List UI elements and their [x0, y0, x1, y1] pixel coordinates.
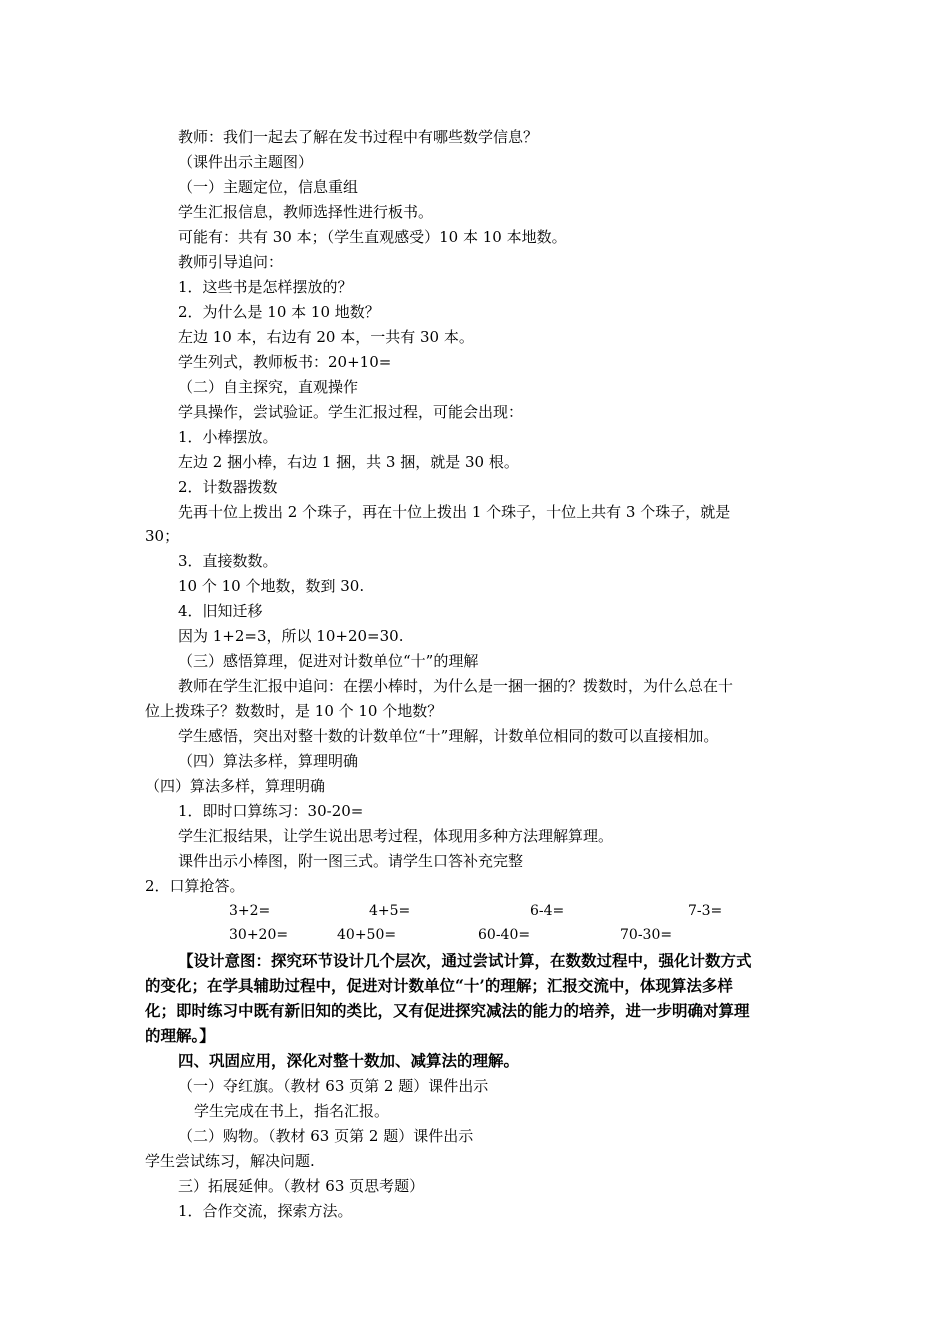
text-line: 因为 1+2=3，所以 10+20=30.: [178, 627, 404, 645]
subheading: （一）主题定位，信息重组: [178, 178, 359, 196]
text-line: 教师引导追问：: [178, 253, 284, 271]
design-intent-line: 化；即时练习中既有新旧知的类比，又有促进探究减法的能力的培养，进一步明确对算理: [145, 1001, 750, 1020]
subheading: （二）自主探究，直观操作: [178, 378, 359, 396]
text-line: 左边 2 捆小棒，右边 1 捆，共 3 捆，就是 30 根。: [178, 453, 519, 471]
calc-item: 30+20=: [229, 927, 289, 943]
list-item: 2．为什么是 10 本 10 地数？: [178, 303, 380, 321]
list-item: 1．这些书是怎样摆放的？: [178, 278, 353, 296]
list-item: 4．旧知迁移: [178, 602, 263, 620]
text-line: 先再十位上拨出 2 个珠子，再在十位上拨出 1 个珠子，十位上共有 3 个珠子，就是: [178, 503, 731, 521]
list-item: 2．计数器拨数: [178, 478, 278, 496]
list-item: 1．合作交流，探索方法。: [178, 1202, 353, 1220]
text-line: 课件出示小棒图，附一图三式。请学生口答补充完整: [178, 852, 524, 870]
text-line: 学具操作，尝试验证。学生汇报过程，可能会出现：: [178, 403, 524, 421]
text-line: 位上拨珠子？数数时，是 10 个 10 个地数？: [145, 702, 443, 720]
calc-item: 7-3=: [688, 903, 723, 919]
list-item: 1．小棒摆放。: [178, 428, 278, 446]
text-line: 学生汇报信息，教师选择性进行板书。: [178, 203, 434, 221]
calc-item: 40+50=: [337, 927, 397, 943]
text-line: 10 个 10 个地数，数到 30.: [178, 577, 365, 595]
calc-item: 4+5=: [369, 903, 411, 919]
list-item: 1．即时口算练习：30-20=: [178, 802, 364, 820]
text-line: 学生汇报结果，让学生说出思考过程，体现用多种方法理解算理。: [178, 827, 614, 845]
text-line: 教师在学生汇报中追问：在摆小棒时，为什么是一捆一捆的？拨数时，为什么总在十: [178, 677, 734, 695]
text-line: 学生感悟，突出对整十数的计数单位“十”理解，计数单位相同的数可以直接相加。: [178, 727, 719, 745]
subheading: （四）算法多样，算理明确: [178, 752, 359, 770]
text-line: 学生尝试练习，解决问题.: [145, 1152, 315, 1170]
section-heading: 四、巩固应用，深化对整十数加、减算法的理解。: [178, 1051, 520, 1070]
text-line: （课件出示主题图）: [178, 153, 314, 171]
list-item: 2．口算抢答。: [145, 877, 245, 895]
subheading: （四）算法多样，算理明确: [145, 777, 326, 795]
text-line: 教师：我们一起去了解在发书过程中有哪些数学信息？: [178, 128, 539, 146]
calc-item: 3+2=: [229, 903, 271, 919]
design-intent-line: 的理解。】: [145, 1026, 215, 1045]
design-intent-line: 的变化；在学具辅助过程中，促进对计数单位“十’的理解；汇报交流中，体现算法多样: [145, 976, 733, 995]
subheading: 三）拓展延伸。（教材 63 页思考题）: [178, 1177, 425, 1195]
calc-item: 60-40=: [478, 927, 531, 943]
calc-item: 70-30=: [620, 927, 673, 943]
design-intent-line: 【设计意图：探究环节设计几个层次，通过尝试计算，在数数过程中，强化计数方式: [178, 951, 752, 970]
text-line: 可能有：共有 30 本；（学生直观感受）10 本 10 本地数。: [178, 228, 567, 246]
text-line: 学生列式，教师板书：20+10=: [178, 353, 392, 371]
text-line: 30；: [145, 527, 180, 545]
text-line: 左边 10 本，右边有 20 本，一共有 30 本。: [178, 328, 474, 346]
text-line: 学生完成在书上，指名汇报。: [194, 1102, 390, 1120]
subheading: （三）感悟算理，促进对计数单位“十”的理解: [178, 652, 479, 670]
subheading: （一）夺红旗。（教材 63 页第 2 题）课件出示: [178, 1077, 489, 1095]
list-item: 3．直接数数。: [178, 552, 278, 570]
subheading: （二）购物。（教材 63 页第 2 题）课件出示: [178, 1127, 474, 1145]
calc-item: 6-4=: [530, 903, 565, 919]
